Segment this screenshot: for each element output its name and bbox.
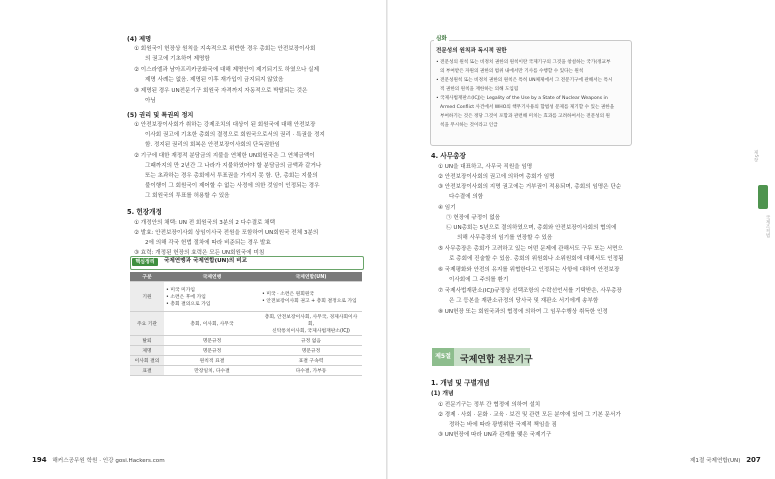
section-4-line: ㉡ UN총회는 5년으로 결의하였으며, 총회와 안전보장이사회의 협의에 xyxy=(446,225,617,231)
item-5-line: 그때까지의 만 2년간 그 나라가 지불하였어야 할 분담금의 금액과 같거나 xyxy=(145,163,322,169)
reference-heading: 전문성의 원칙과 독시적 권한 xyxy=(436,48,507,54)
item-4-line: ③ 제명된 경우 UN전문기구 회원국 자격까지 자동적으로 박탈되는 것은 xyxy=(134,88,308,94)
reference-line: • 국제사법재판소(ICJ)는 Legality of the Use by a State of Nuclear Weapons in xyxy=(436,96,608,101)
table-row xyxy=(130,282,362,312)
table-cell: 규정 없음 xyxy=(260,336,362,346)
section-4-line: ⑧ UN헌장 또는 회원국과의 협정에 의하여 그 임무수행상 취득한 인정 xyxy=(438,309,608,315)
table-header-row xyxy=(130,272,362,282)
section-4-line: ④ 임기 xyxy=(438,205,456,211)
section-5-line: ① 개정안의 채택: UN 전 회원국의 3분의 2 다수결로 채택 xyxy=(134,220,275,226)
item-4-line: 제명 사례는 없음. 제명된 이후 재가입이 금지되지 않았음 xyxy=(145,77,284,83)
table-row-label: 표결 xyxy=(130,366,164,376)
table-row-label: 주요 기관 xyxy=(130,312,164,336)
item-5-line: 또는 초과하는 경우 총회에서 투표권을 가지지 못 함. 단, 총회는 지불의 xyxy=(145,173,318,179)
section-4-line: 다수결에 의함 xyxy=(449,194,484,200)
table-row xyxy=(130,366,362,376)
reference-line: • 전문성원칙 또는 비정치 권한의 원칙은 특히 UN체제에서 그 전문기구에 관해서는 특시 xyxy=(436,78,613,83)
table-row xyxy=(130,346,362,356)
section-4-line: ⑦ 국제사법재판소(ICJ)규정상 선택조항의 수락선언서를 기탁받은, 사무총장 xyxy=(438,288,622,294)
item-4-line: ① 회원국이 헌장상 원칙을 지속적으로 위반한 경우 총회는 안전보장이사회 xyxy=(134,46,316,52)
table-tag: 핵심정리 xyxy=(132,258,158,266)
section-5-line: 2에 의해 각국 헌법 절차에 따라 비준되는 경우 발효 xyxy=(145,240,271,246)
table-row-label: 탈퇴 xyxy=(130,336,164,346)
table-header-cell: 국제연맹 xyxy=(164,272,260,282)
subsection-1-line: ③ UN헌장에 따라 UN과 관계를 맺은 국제기구 xyxy=(438,432,552,438)
right-footer-text: 제1절 국제연합(UN) xyxy=(690,458,741,464)
side-section-label: 국제조직법 xyxy=(765,215,770,238)
right-page xyxy=(388,0,775,479)
reference-line: 적 권한의 원칙을 재한하는 의해 도입됨 xyxy=(440,87,519,92)
subsection-1-line: ② 경제 · 사회 · 문화 · 교육 · 보건 및 관련 모든 분야에 있어 그 기본 문서가 xyxy=(438,412,621,418)
section-5-line: ③ 효력: 개정된 헌장의 효력은 모든 UN회원국에 미침 xyxy=(134,250,265,256)
reference-box xyxy=(430,40,632,146)
table-row xyxy=(130,356,362,366)
table-cell: 총회, 이사회, 사무국 xyxy=(164,312,260,336)
subsection-1-line: ① 전문기구는 정부 간 협정에 의하여 설치 xyxy=(438,402,541,408)
item-5-line: 이사회 권고에 기초한 총회의 결정으로 회원국으로서의 권리 · 특권을 정지 xyxy=(145,132,325,138)
table-header-cell: 구분 xyxy=(130,272,164,282)
left-footer-text: 해커스공무원 학원 · 인강 gosi.Hackers.com xyxy=(52,458,165,464)
subsection-1-sub: (1) 개념 xyxy=(431,391,454,397)
table-cell: • 미국 · 소련은 원회원국 • 안전보장이사회 권고 + 총회 결정으로 가입 xyxy=(260,282,362,312)
section-4-line: ① UN을 대표하고, 사무국 직원을 임명 xyxy=(438,164,533,170)
item-4-line: 아님 xyxy=(145,98,156,104)
subsection-1-heading: 1. 개념 및 구별개념 xyxy=(431,379,490,387)
table-row-label: 기원 xyxy=(130,282,164,312)
section-4-heading: 4. 사무총장 xyxy=(431,152,466,160)
section-4-line: 이사회에 그 주의를 환기 xyxy=(449,277,509,283)
right-page-number: 207 xyxy=(746,456,761,464)
section-5-heading: 5. 헌장개정 xyxy=(127,208,162,216)
section-4-line: 은 그 등본을 재판소규정의 당사국 및 재판소 서기에게 송부함 xyxy=(449,298,599,304)
comparison-table xyxy=(130,272,362,376)
table-row-label: 이사회 결의 xyxy=(130,356,164,366)
table-title: 국제연맹과 국제연합(UN)의 비교 xyxy=(164,258,248,264)
side-tab-marker xyxy=(758,185,768,209)
item-5-line: 불이행이 그 회원국이 제어할 수 없는 사정에 의한 것임이 인정되는 경우 xyxy=(145,183,320,189)
table-cell: 명문규정 xyxy=(164,346,260,356)
table-cell: 다수결, 가부동 xyxy=(260,366,362,376)
item-4-line: 의 권고에 기초하여 제명함 xyxy=(145,56,210,62)
table-row xyxy=(130,336,362,346)
table-cell: 원칙적 표결 xyxy=(164,356,260,366)
table-header-cell: 국제연합(UN) xyxy=(260,272,362,282)
reference-tag: 심화 xyxy=(436,36,447,42)
table-row xyxy=(130,312,362,336)
subsection-1-line: 정하는 바에 따라 광범위한 국제적 책임을 짐 xyxy=(449,422,557,428)
right-footer xyxy=(690,456,761,464)
table-cell: • 미국 미가입 • 소련은 후에 가입 • 총회 결의으로 가입 xyxy=(164,282,260,312)
table-cell: 표결 구속력 xyxy=(260,356,362,366)
item-5-heading: (5) 권리 및 특권의 정지 xyxy=(127,112,194,119)
chapter-title: 국제연합 전문기구 xyxy=(460,355,533,365)
section-4-line: ③ 안전보장이사회의 지명 권고에는 거부권이 적용되며, 총회의 임명은 단순 xyxy=(438,184,622,190)
table-row-label: 제명 xyxy=(130,346,164,356)
table-cell: 명문규정 xyxy=(260,346,362,356)
left-page-number: 194 xyxy=(32,456,47,464)
section-4-line: 의해 사무총장의 임기를 연장할 수 있음 xyxy=(457,235,553,241)
section-4-line: ② 안전보장이사회의 권고에 의하여 총회가 임명 xyxy=(438,174,555,180)
item-4-heading: (4) 제명 xyxy=(127,36,152,43)
item-5-line: 함. 정지된 권리의 회복은 안전보장이사회의 단독권한임 xyxy=(145,142,280,148)
reference-line: Armed Conflict 사건에서 WHO의 핵무기사용의 합법성 문제를 제기할 수 있는 권한을 xyxy=(440,105,615,110)
reference-line: 부여하기는 것은 정당 그것이 포함과 관련해 미치는 효과를 고려하여서는 전문성의 원 xyxy=(440,114,610,119)
section-4-line: 로 총회에 진술할 수 있음. 총회의 위원회나 소위원회에 대해서도 인정됨 xyxy=(449,256,624,262)
section-4-line: ㉠ 헌장에 규정이 없음 xyxy=(446,215,501,221)
table-cell: 만장일치, 다수결 xyxy=(164,366,260,376)
item-4-line: ② 이스라엘과 남아프리카공화국에 대해 제명안이 제기되기도 하였으나 실제 xyxy=(134,67,319,73)
chapter-tag: 제5절 xyxy=(432,348,454,366)
reference-line: 의 부여받은 자원의 권한의 범위 내에서만 기사를 수행할 수 있다는 원칙 xyxy=(440,69,584,74)
left-footer xyxy=(32,456,165,464)
table-cell: 총회, 안전보장이사회, 사무국, 경제사회이사회, 신탁통치이사회, 국제사법재판소(ICJ) xyxy=(260,312,362,336)
left-page xyxy=(0,0,386,479)
side-chapter-label: 제5장 xyxy=(753,150,758,162)
item-5-line: ① 안전보장이사회가 취하는 강제조치의 대상이 된 회원국에 대해 안전보장 xyxy=(134,122,316,128)
reference-line: • 전문성의 원칙 또는 비정치 권한의 원칙이란 국제기구의 그것을 창설하는 국가(정교부 xyxy=(436,60,611,65)
section-5-line: ② 발효: 안전보장이사회 상임이사국 전원을 포함하여 UN회원국 전체 3분의 xyxy=(134,230,319,236)
item-5-line: ② 기구에 대한 재정적 분담금의 지불을 연체한 UN회원국은 그 연체금액이 xyxy=(134,153,315,159)
section-4-line: ⑥ 국제평화와 안전의 유지를 위협한다고 인정되는 사항에 대하여 안전보장 xyxy=(438,267,620,273)
table-cell: 명문규정 xyxy=(164,336,260,346)
section-4-line: ⑤ 사무총장은 총회가 고려하고 있는 어떤 문제에 관해서도 구두 또는 서면으 xyxy=(438,246,623,252)
item-5-line: 그 회원국의 투표를 허용할 수 있음 xyxy=(145,193,230,199)
reference-line: 칙을 무시하는 것이라고 인급 xyxy=(440,123,498,128)
